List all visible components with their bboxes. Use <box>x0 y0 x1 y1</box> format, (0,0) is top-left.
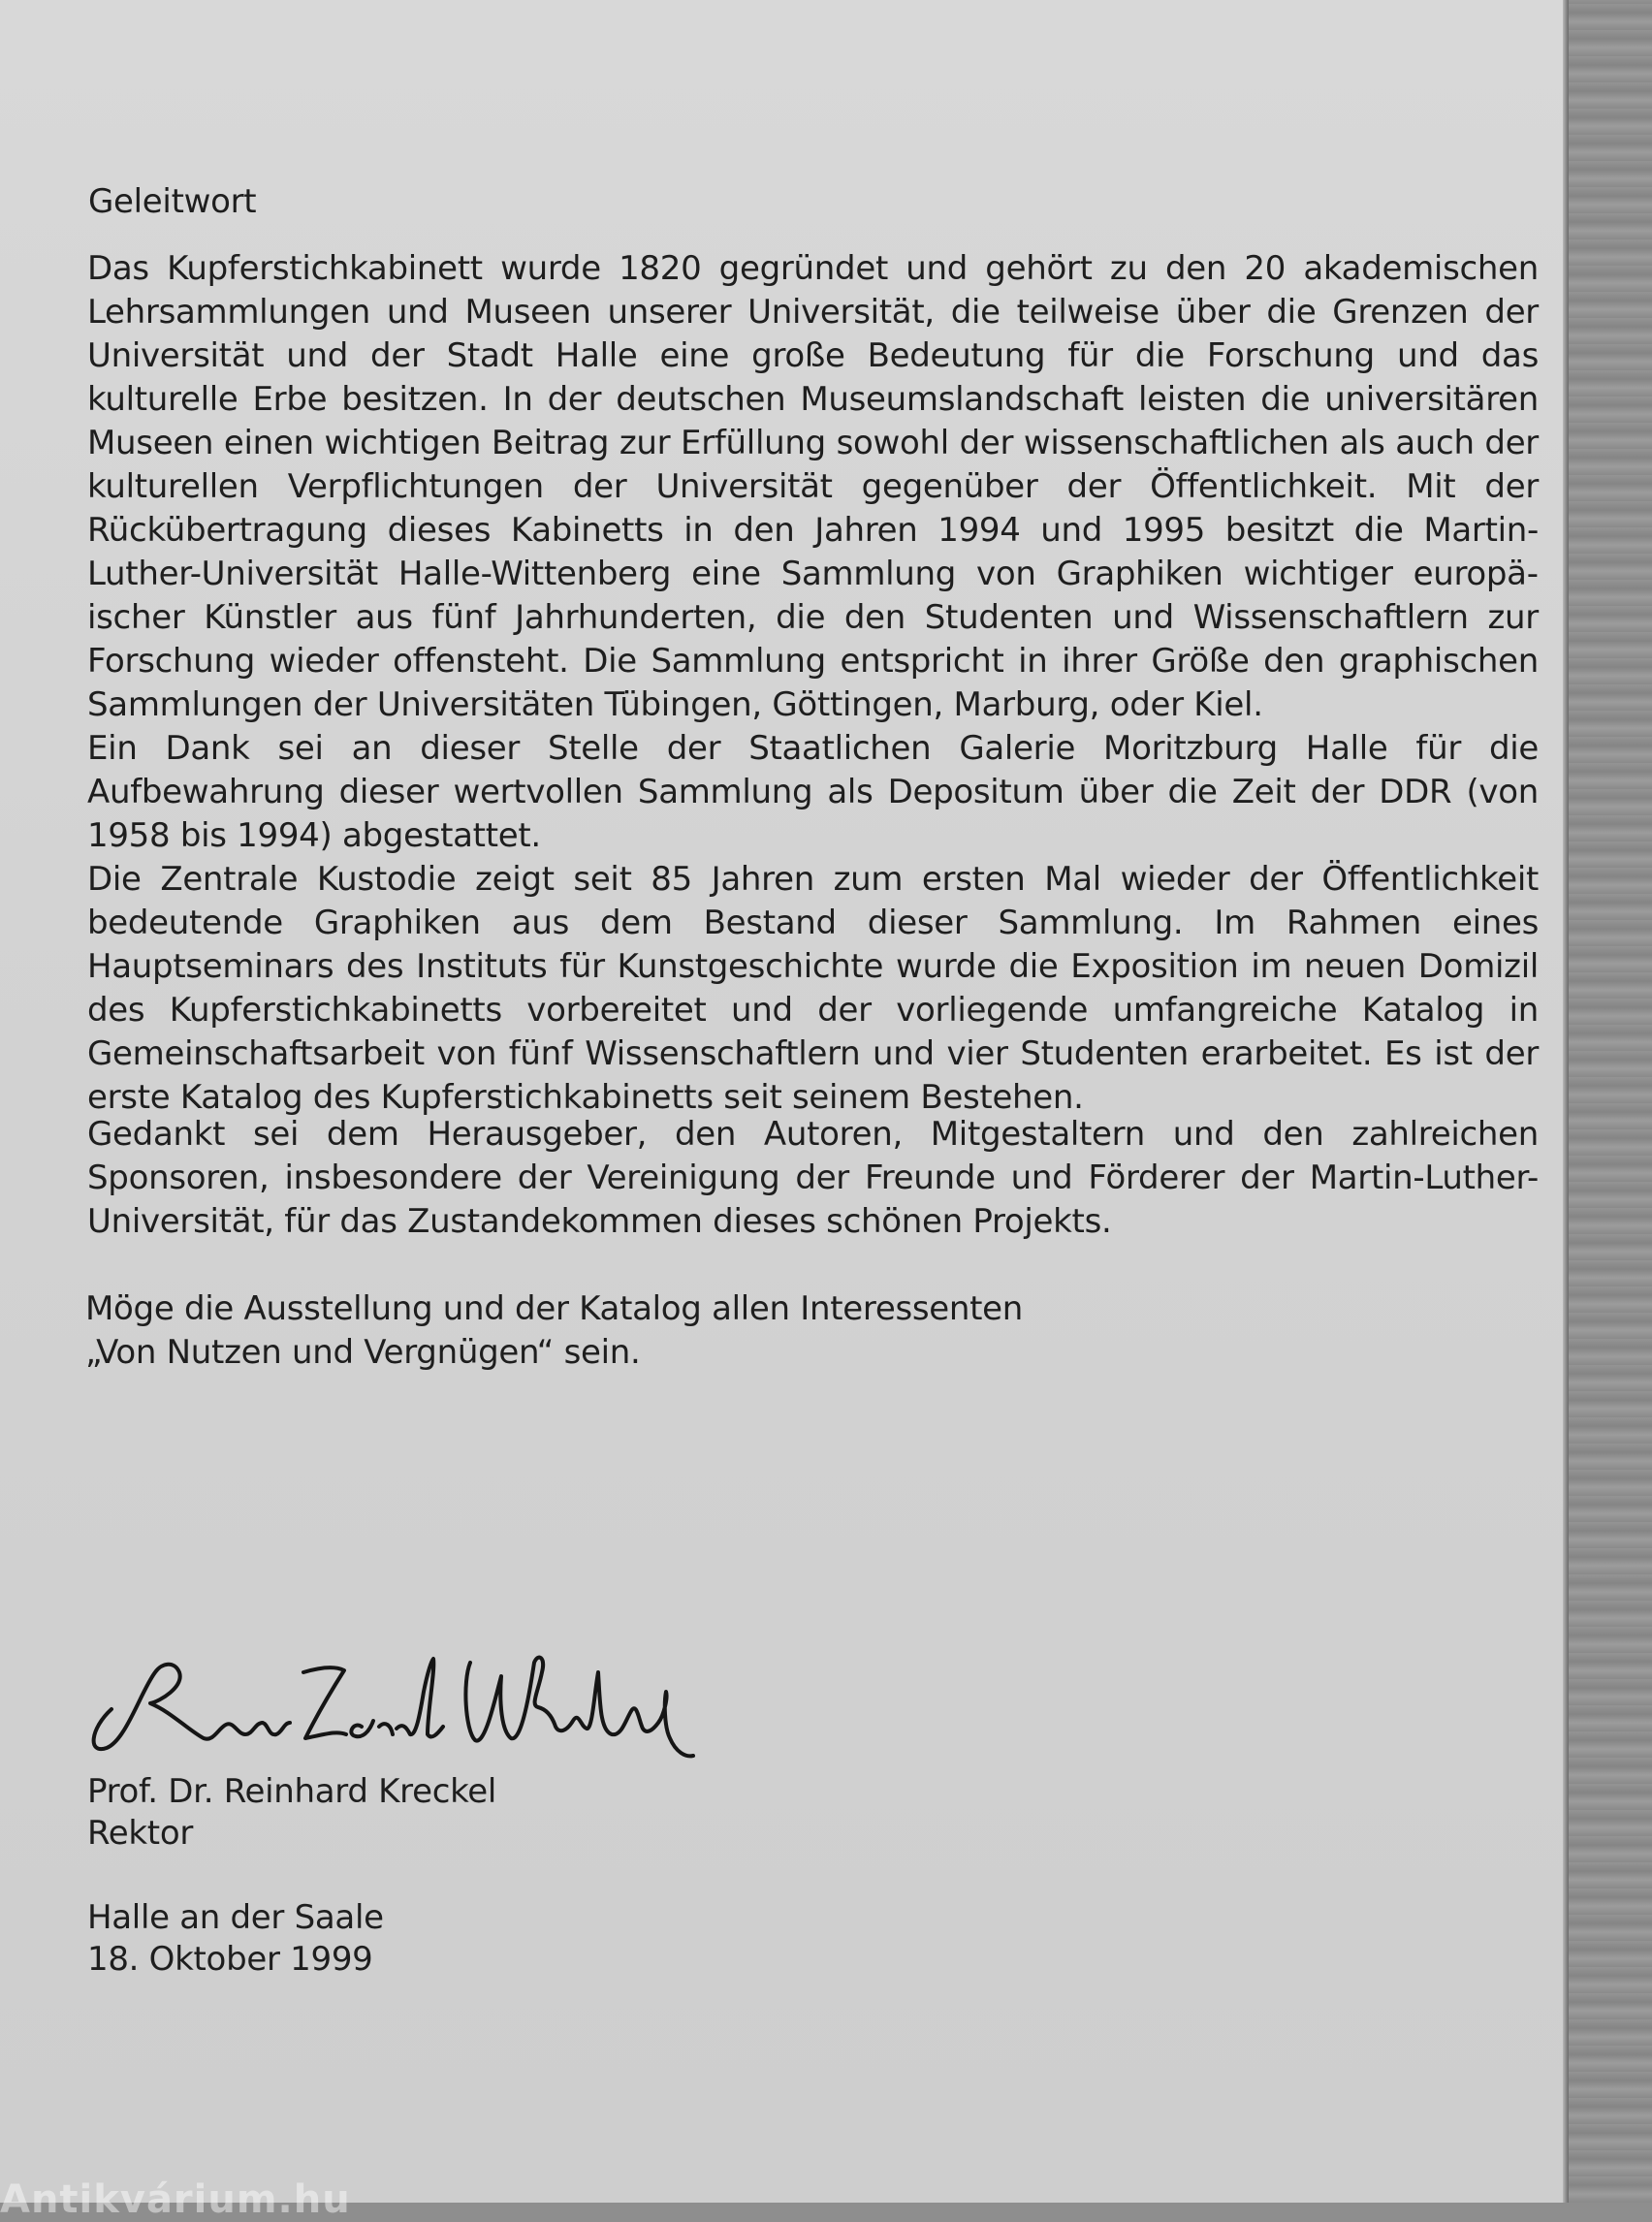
signatory-block <box>87 1771 496 1855</box>
background-surface <box>1569 0 1652 2203</box>
date: 18. Oktober 1999 <box>87 1940 373 1979</box>
place-date-block <box>87 1897 384 1981</box>
paragraph-acknowledgements: Gedankt sei dem Herausgeber, den Autoren, Mitgestaltern und den zahlreichen Sponsoren, insbesondere der Vereinigung der Freunde und Förderer der Martin-Luther-Universität, für das Zustandekommen dieses schönen Projekts. <box>87 1115 1539 1241</box>
paragraph-closing-wish: Möge die Ausstellung und der Katalog allen Interessenten „Von Nutzen und Vergnügen“ sein. <box>85 1289 1024 1372</box>
handwritten-signature <box>82 1634 703 1760</box>
watermark: Antikvárium.hu <box>0 2177 351 2222</box>
paragraph-exhibition: Die Zentrale Kustodie zeigt seit 85 Jahren zum ersten Mal wieder der Öffentlichkeit bedeutende Graphiken aus dem Bestand dieser Sammlung. Im Rahmen eines Hauptseminars des Instituts für Kunstgeschichte wurde die Exposition im neuen Domizil des Kupferstichkabinetts vorbereitet und der vorliegende umfangreiche Katalog in Gemeinschaftsarbeit von fünf Wissenschaftlern und vier Studenten erarbeitet. Es ist der erste Katalog des Kupferstichkabinetts seit seinem Bestehen. <box>87 860 1539 1117</box>
paragraph-thanks-moritzburg: Ein Dank sei an dieser Stelle der Staatlichen Galerie Moritzburg Halle für die Aufbewahrung dieser wertvollen Sammlung als Depositum über die Zeit der DDR (von 1958 bis 1994) abgestattet. <box>87 729 1539 855</box>
paragraph-collection-intro: Das Kupferstichkabinett wurde 1820 gegründet und gehört zu den 20 akademischen Lehrsammlungen und Museen unserer Universität, die teilweise über die Grenzen der Universität und der Stadt Halle eine große Bedeutung für die Forschung und das kulturelle Erbe besitzen. In der deutschen Museumslandschaft leisten die universitären Museen einen wichtigen Beitrag zur Erfüllung sowohl der wissenschaftlichen als auch der kulturellen Verpflichtungen der Universität gegenüber der Öffentlichkeit. Mit der Rückübertragung dieses Kabinetts in den Jahren 1994 und 1995 besitzt die Martin-Luther-Universität Halle-Wittenberg eine Sammlung von Graphiken wichtiger europäischer Künstler aus fünf Jahrhunderten, die den Studenten und Wissenschaftlern zur Forschung wieder offensteht. Die Sammlung entspricht in ihrer Größe den graphischen Sammlungen der Universitäten Tübingen, Göttingen, Marburg, oder Kiel. <box>87 249 1539 724</box>
place: Halle an der Saale <box>87 1898 384 1937</box>
page-edge <box>1563 0 1569 2203</box>
document-heading: Geleitwort <box>88 182 257 221</box>
signatory-title: Rektor <box>87 1814 194 1853</box>
signatory-name: Prof. Dr. Reinhard Kreckel <box>87 1772 497 1811</box>
